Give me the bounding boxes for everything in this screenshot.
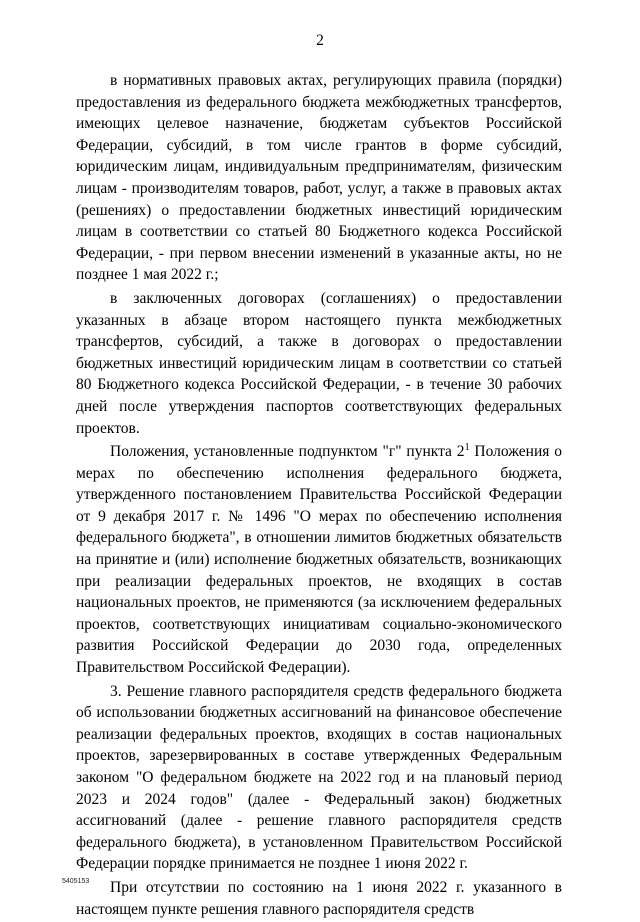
paragraph-5: При отсутствии по состоянию на 1 июня 2022 г. указанного в настоящем пункте решения главного распорядителя средств <box>76 878 562 918</box>
page-number: 2 <box>316 32 324 49</box>
paragraph-1: в нормативных правовых актах, регулирующих правила (порядки) предоставления из федерального бюджета межбюджетных трансфертов, имеющих целевое назначение, бюджетам субъектов Российской Федерации, субсидий, в том числе грантов в форме субсидий, юридическим лицам, индивидуальным предпринимателям, физическим лицам - производителям товаров, работ, услуг, а также в правовых актах (решениях) о предоставлении бюджетных инвестиций юридическим лицам в соответствии со статьей 80 Бюджетного кодекса Российской Федерации, - при первом внесении изменений в указанные акты, но не позднее 1 мая 2022 г.; <box>76 72 562 284</box>
paragraph-3-rest: Положения о мерах по обеспечению исполнения федерального бюджета, утвержденного постановлением Правительства Российской Федерации от 9 декабря 2017 г. № 1496 "О мерах по обеспечению исполнения федерального бюджета", в отношении лимитов бюджетных обязательств на принятие и (или) исполнение бюджетных обязательств, возникающих при реализации федеральных проектов, не входящих в состав национальных проектов, не применяются (за исключением федеральных проектов, соответствующих инициативам социально-экономического развития Российской Федерации до 2030 года, определенных Правительством Российской Федерации). <box>76 443 562 677</box>
superscript-mark: 1 <box>464 441 470 453</box>
document-body <box>76 70 562 922</box>
paragraph-3-start: Положения, установленные подпунктом "г" пункта 2 <box>110 443 465 461</box>
paragraph-4: 3. Решение главного распорядителя средств федерального бюджета об использовании бюджетных ассигнований на финансовое обеспечение реализации федеральных проектов, входящих в состав национальных проектов, зарезервированных в составе утвержденных Федеральным законом "О федеральном бюджете на 2022 год и на плановый период 2023 и 2024 годов" (далее - Федеральный закон) бюджетных ассигнований (далее - решение главного распорядителя средств федерального бюджета), в установленном Правительством Российской Федерации порядке принимается не позднее 1 июня 2022 г. <box>76 682 562 873</box>
paragraph-2: в заключенных договорах (соглашениях) о предоставлении указанных в абзаце втором настоящего пункта межбюджетных трансфертов, субсидий, а также в договорах о предоставлении бюджетных инвестиций юридическим лицам в соответствии со статьей 80 Бюджетного кодекса Российской Федерации, - в течение 30 рабочих дней после утверждения паспортов соответствующих федеральных проектов. <box>76 289 562 437</box>
document-code: 5405153 <box>62 878 90 885</box>
paragraph-3 <box>76 441 562 679</box>
